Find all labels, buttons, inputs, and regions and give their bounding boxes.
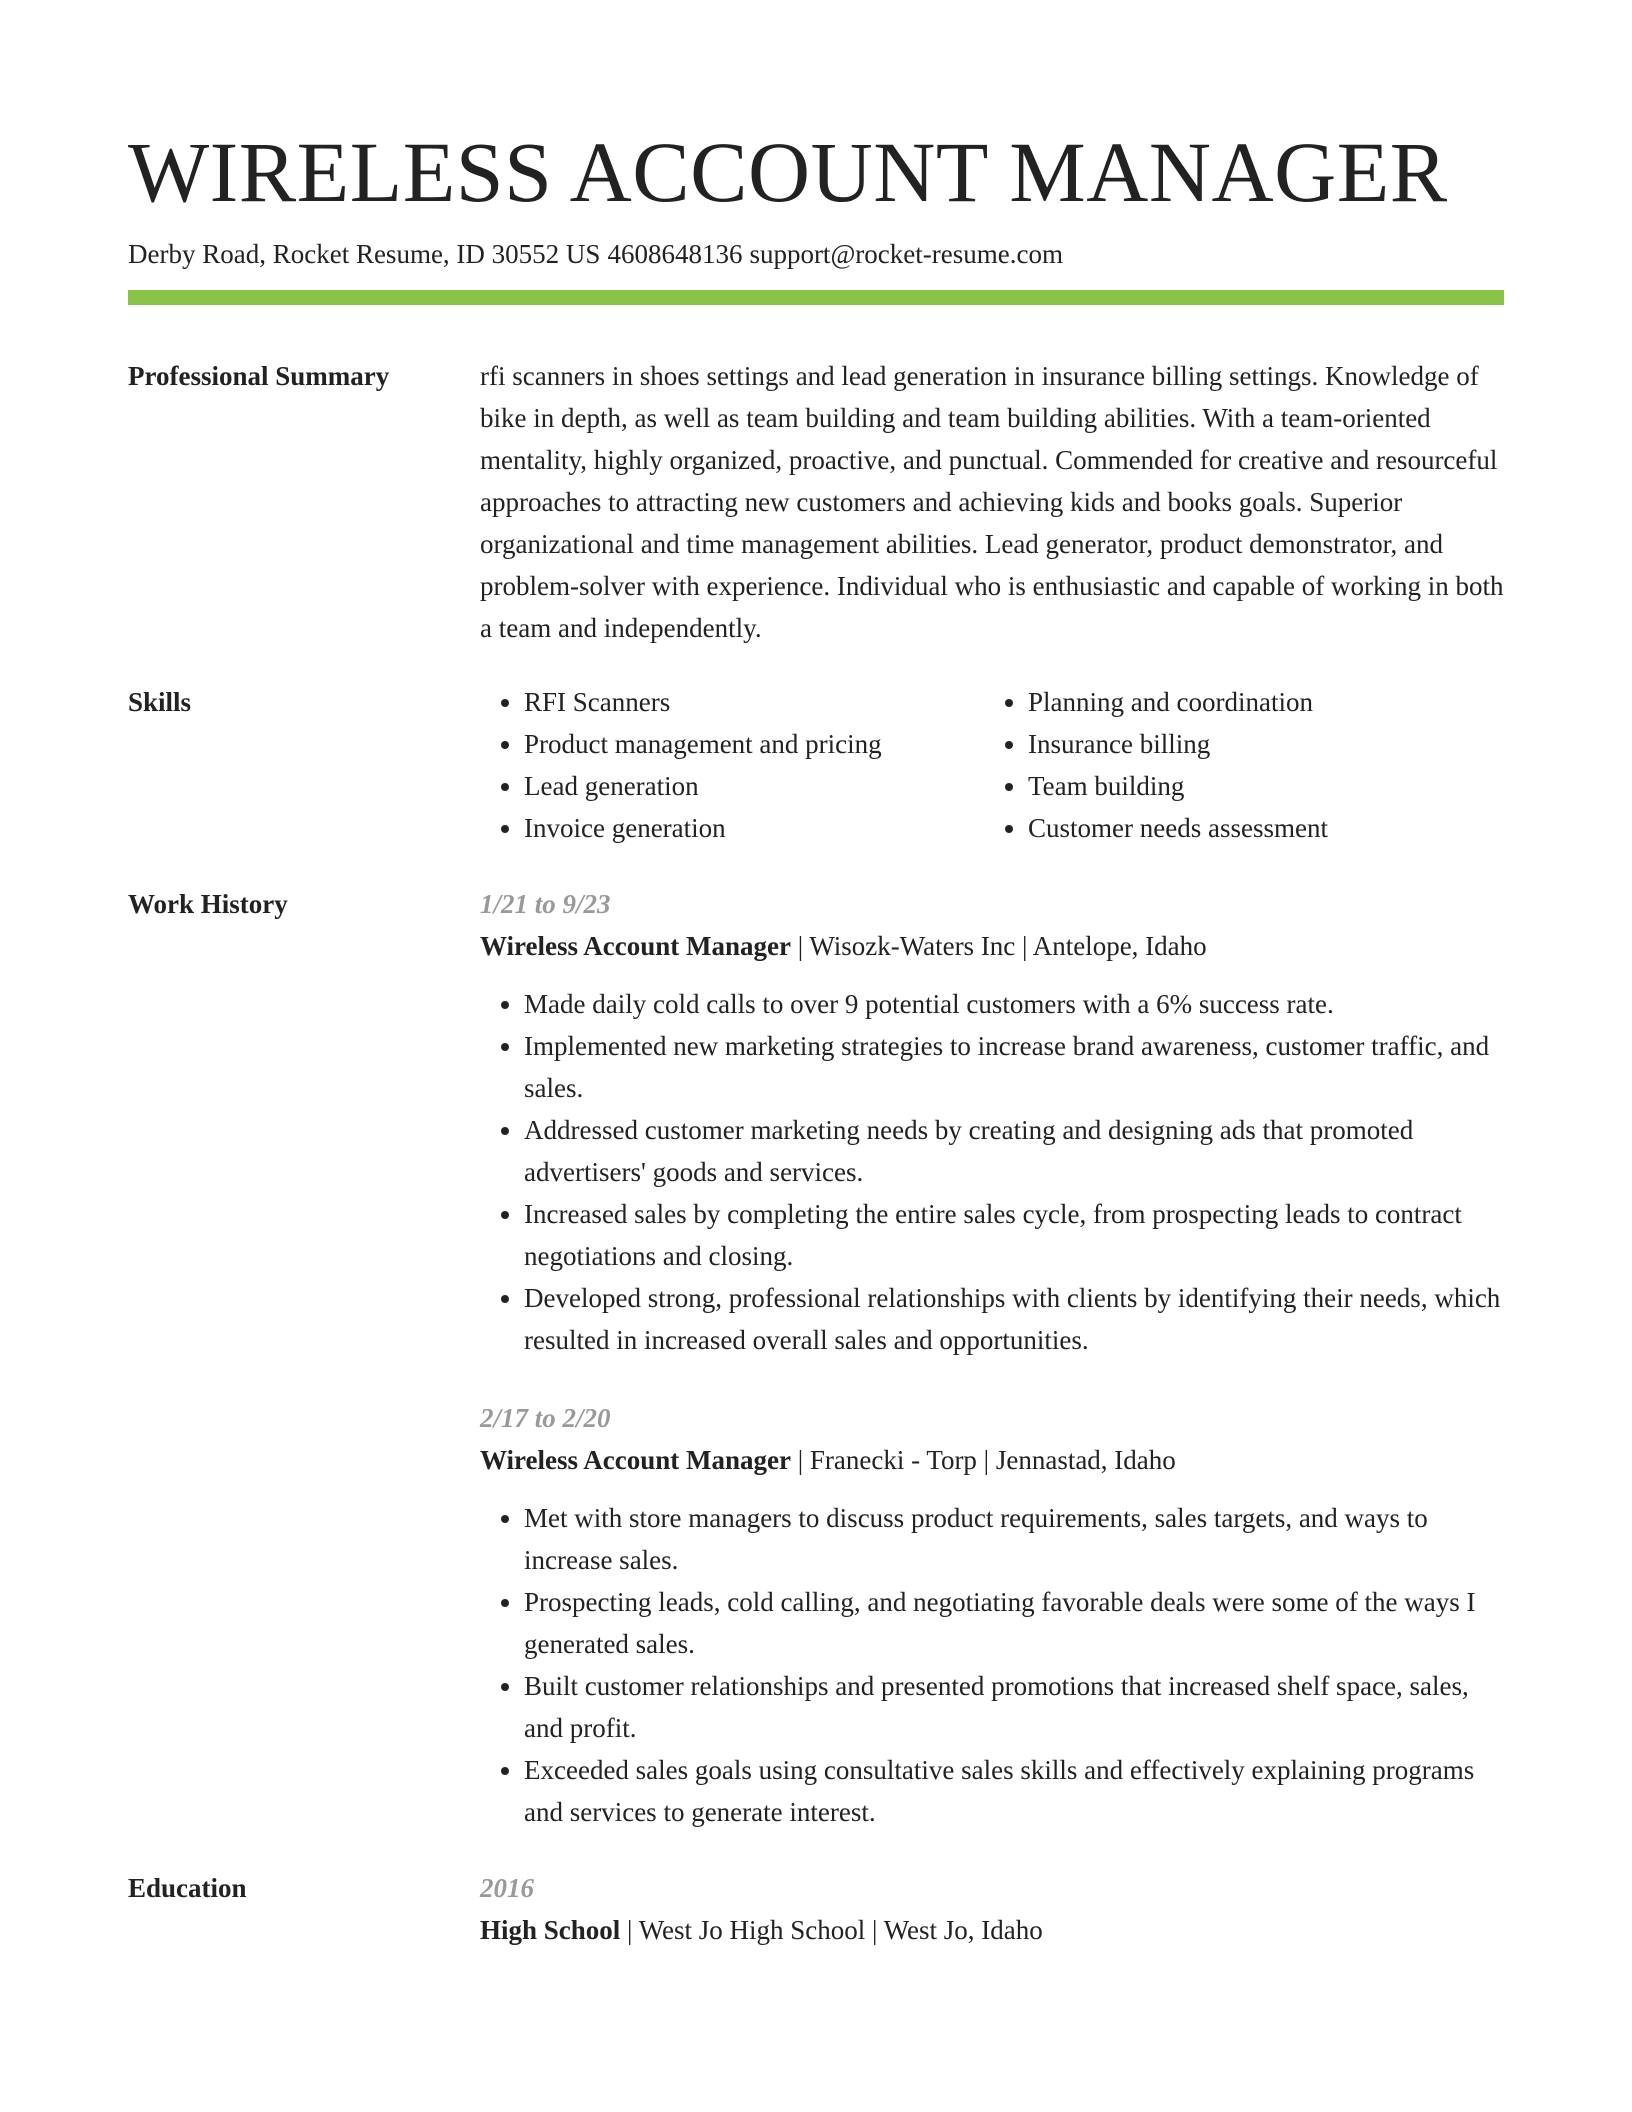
- section-label-skills: Skills: [128, 687, 192, 717]
- job-employer: | Wisozk-Waters Inc | Antelope, Idaho: [790, 931, 1207, 961]
- job-employer: | Franecki - Torp | Jennastad, Idaho: [790, 1445, 1176, 1475]
- job-entry: [480, 1397, 1504, 1833]
- job-entry: [480, 883, 1504, 1361]
- skill-item: • Planning and coordination: [1028, 681, 1488, 723]
- contact-phone: 4608648136: [607, 239, 743, 269]
- job-title-line: [480, 1439, 1504, 1481]
- contact-address: Derby Road, Rocket Resume, ID 30552 US: [128, 239, 601, 269]
- education-school: | West Jo High School | West Jo, Idaho: [620, 1915, 1043, 1945]
- skill-item: • Product management and pricing: [524, 723, 984, 765]
- job-bullet: • Developed strong, professional relationships with clients by identifying their needs, which resulted in increased overall sales and opportunities.: [524, 1277, 1504, 1361]
- job-bullet: • Built customer relationships and presented promotions that increased shelf space, sales, and profit.: [524, 1665, 1504, 1749]
- job-bullet: • Addressed customer marketing needs by creating and designing ads that promoted advertisers' goods and services.: [524, 1109, 1504, 1193]
- skill-item: • RFI Scanners: [524, 681, 984, 723]
- professional-summary-section: [128, 355, 1504, 649]
- education-section: [128, 1867, 1504, 1951]
- resume-name: WIRELESS ACCOUNT MANAGER: [128, 124, 1448, 220]
- job-bullet: • Prospecting leads, cold calling, and negotiating favorable deals were some of the ways I generated sales.: [524, 1581, 1504, 1665]
- contact-email: support@rocket-resume.com: [749, 239, 1063, 269]
- education-line: [480, 1909, 1504, 1951]
- skills-column-right: [984, 681, 1488, 849]
- job-title-line: [480, 925, 1504, 967]
- skill-item: • Team building: [1028, 765, 1488, 807]
- education-body: [480, 1867, 1504, 1951]
- skill-item: • Lead generation: [524, 765, 984, 807]
- work-history-section: [128, 883, 1504, 1833]
- skill-item: • Customer needs assessment: [1028, 807, 1488, 849]
- skill-item: • Insurance billing: [1028, 723, 1488, 765]
- job-bullet: • Implemented new marketing strategies to increase brand awareness, customer traffic, and sales.: [524, 1025, 1504, 1109]
- header-divider: [128, 290, 1504, 305]
- summary-text: rfi scanners in shoes settings and lead generation in insurance billing settings. Knowledge of bike in depth, as well as team building and team building abilities. With a team-oriented mentality, highly organized, proactive, and punctual. Commended for creative and resourceful approaches to attracting new customers and achieving kids and books goals. Superior organizational and time management abilities. Lead generator, product demonstrator, and problem-solver with experience. Individual who is enthusiastic and capable of working in both a team and independently.: [480, 361, 1504, 643]
- work-history-body: [480, 883, 1504, 1833]
- job-bullets: [480, 1497, 1504, 1833]
- job-bullet: • Made daily cold calls to over 9 potential customers with a 6% success rate.: [524, 983, 1504, 1025]
- skill-item: • Invoice generation: [524, 807, 984, 849]
- section-label-work: Work History: [128, 889, 288, 919]
- skills-section: [128, 681, 1504, 849]
- job-title: Wireless Account Manager: [480, 931, 791, 961]
- job-dates: 1/21 to 9/23: [480, 889, 611, 919]
- job-bullets: [480, 983, 1504, 1361]
- job-bullet: • Exceeded sales goals using consultative sales skills and effectively explaining programs and services to generate interest.: [524, 1749, 1504, 1833]
- resume-page: [128, 120, 1504, 1951]
- job-title: Wireless Account Manager: [480, 1445, 791, 1475]
- skills-columns: [480, 681, 1504, 849]
- education-degree: High School: [480, 1915, 621, 1945]
- section-label-summary: Professional Summary: [128, 361, 390, 391]
- contact-line: [128, 236, 1504, 272]
- job-bullet: • Met with store managers to discuss product requirements, sales targets, and ways to increase sales.: [524, 1497, 1504, 1581]
- section-label-education: Education: [128, 1873, 247, 1903]
- job-bullet: • Increased sales by completing the entire sales cycle, from prospecting leads to contract negotiations and closing.: [524, 1193, 1504, 1277]
- job-dates: 2/17 to 2/20: [480, 1403, 611, 1433]
- education-year: 2016: [480, 1873, 534, 1903]
- skills-column-left: [480, 681, 984, 849]
